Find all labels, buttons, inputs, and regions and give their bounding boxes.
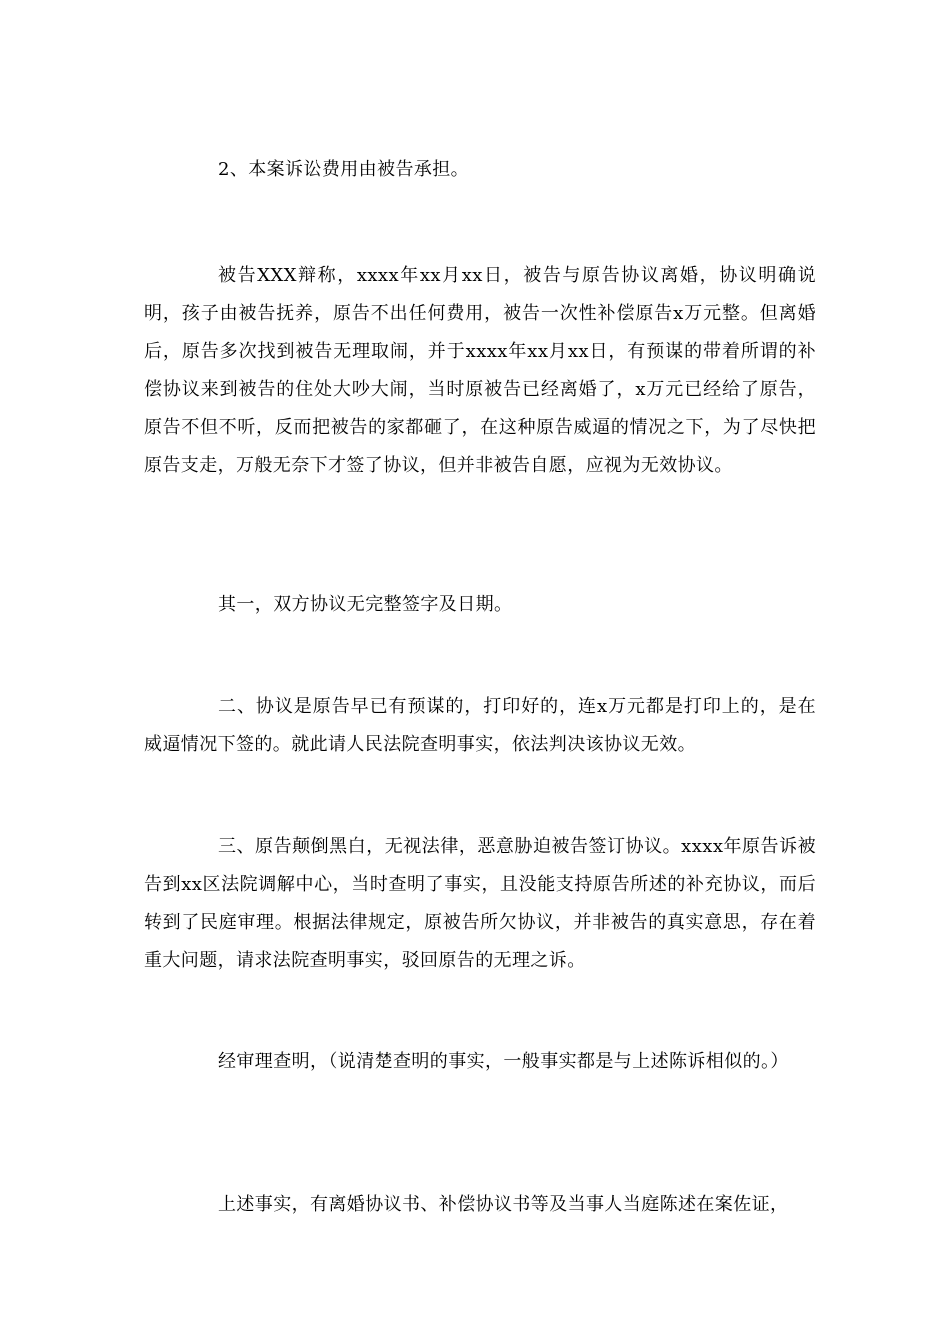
- paragraph-point-one: 其一，双方协议无完整签字及日期。: [218, 594, 513, 615]
- paragraph-findings: 经审理查明，（说清楚查明的事实，一般事实都是与上述陈诉相似的。）: [218, 1051, 789, 1072]
- paragraph-point-three: 三、原告颠倒黑白，无视法律，恶意胁迫被告签订协议。xxxx年原告诉被告到xx区法院调解中心，当时查明了事实，且没能支持原告所述的补充协议，而后转到了民庭审理。根据法律规定，原被告所欠协议，并非被告的真实意思，存在着重大问题，请求法院查明事实，驳回原告的无理之诉。: [144, 836, 816, 971]
- paragraph-litigation-costs: 2、本案诉讼费用由被告承担。: [218, 159, 470, 180]
- paragraph-defendant-defense: 被告XXX辩称，xxxx年xx月xx日，被告与原告协议离婚，协议明确说明，孩子由被告抚养，原告不出任何费用，被告一次性补偿原告x万元整。但离婚后，原告多次找到被告无理取闹，并于xxxx年xx月xx日，有预谋的带着所谓的补偿协议来到被告的住处大吵大闹，当时原被告已经离婚了，x万元已经给了原告，原告不但不听，反而把被告的家都砸了，在这种原告威逼的情况之下，为了尽快把原告支走，万般无奈下才签了协议，但并非被告自愿，应视为无效协议。: [144, 265, 816, 476]
- paragraph-point-two: 二、协议是原告早已有预谋的，打印好的，连x万元都是打印上的，是在威逼情况下签的。就此请人民法院查明事实，依法判决该协议无效。: [144, 696, 816, 755]
- paragraph-evidence: 上述事实，有离婚协议书、补偿协议书等及当事人当庭陈述在案佐证，: [218, 1194, 789, 1215]
